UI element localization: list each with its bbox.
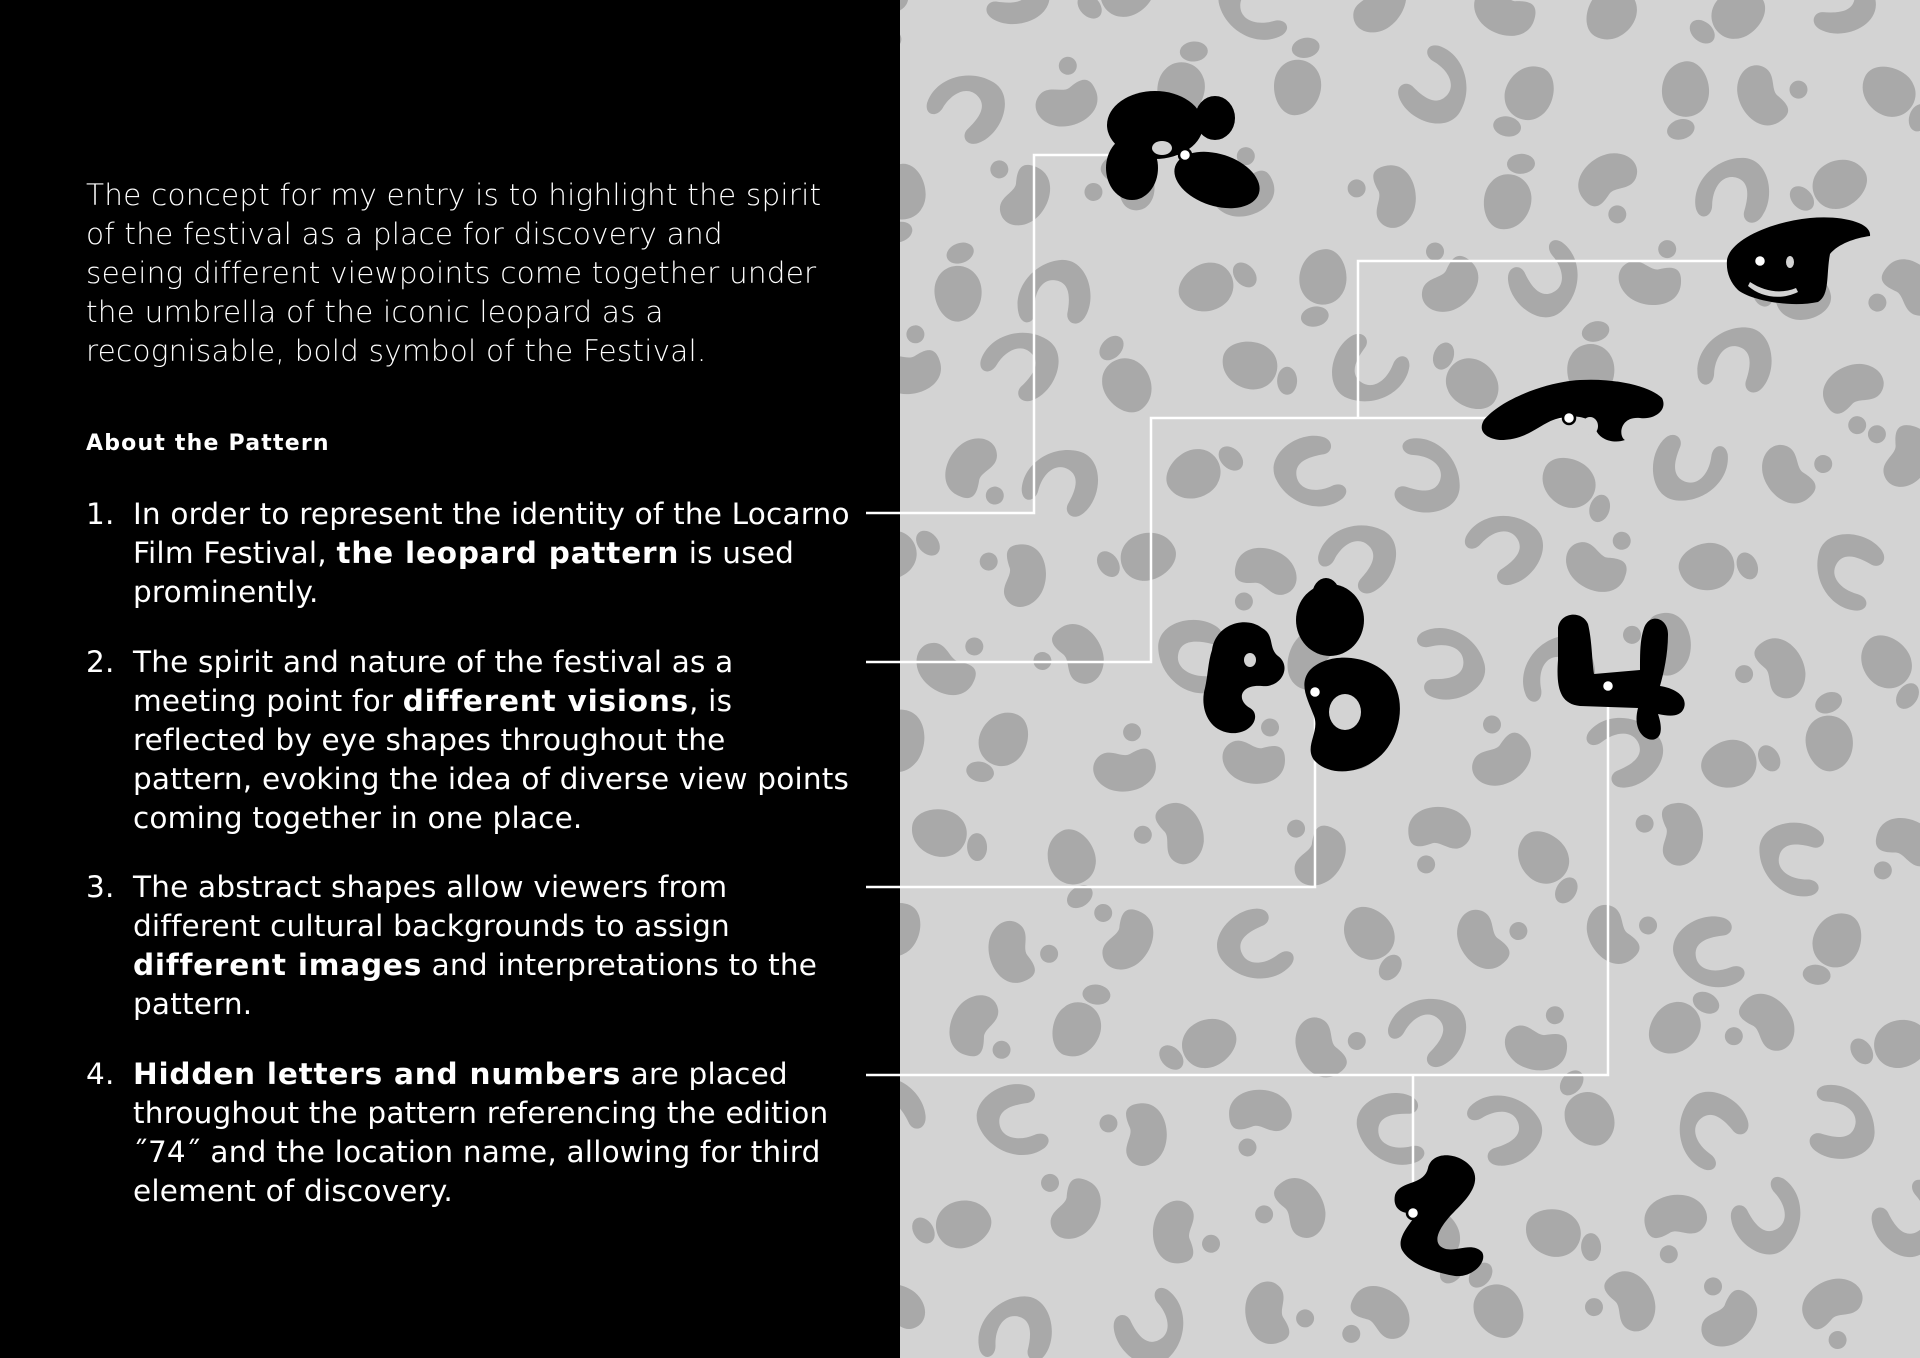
intro-paragraph: The concept for my entry is to highlight the spirit of the festival as a place for discovery and seeing different viewpoints come together under the umbrella of the iconic leopard as a recognisable, bold symbol of the Festival.: [86, 178, 822, 368]
leopard-pattern-panel: [900, 0, 1920, 1358]
item-text: Hidden letters and numbers are placed throughout the pattern referencing the edition ˝74˝ and the location name, allowing for third element of discovery.: [133, 1057, 829, 1208]
text-panel: [0, 0, 900, 1358]
item-emphasis: different visions: [402, 684, 690, 718]
item-number: 1.: [86, 497, 115, 531]
item-number: 3.: [86, 870, 115, 904]
item-number: 2.: [86, 645, 115, 679]
leopard-pattern: [900, 0, 1920, 1358]
item-emphasis: Hidden letters and numbers: [133, 1057, 622, 1091]
item-text: The spirit and nature of the festival as a meeting point for different visions, is reflected by eye shapes throughout the pattern, evoking the idea of diverse view points coming together in one place.: [133, 645, 850, 835]
item-emphasis: different images: [133, 948, 423, 982]
item-text: In order to represent the identity of the Locarno Film Festival, the leopard pattern is used prominently.: [133, 497, 850, 609]
item-emphasis: the leopard pattern: [336, 536, 680, 570]
section-heading: About the Pattern: [86, 431, 330, 456]
item-text: The abstract shapes allow viewers from different cultural backgrounds to assign different images and interpretations to the pattern.: [133, 870, 818, 1021]
item-number: 4.: [86, 1057, 115, 1091]
